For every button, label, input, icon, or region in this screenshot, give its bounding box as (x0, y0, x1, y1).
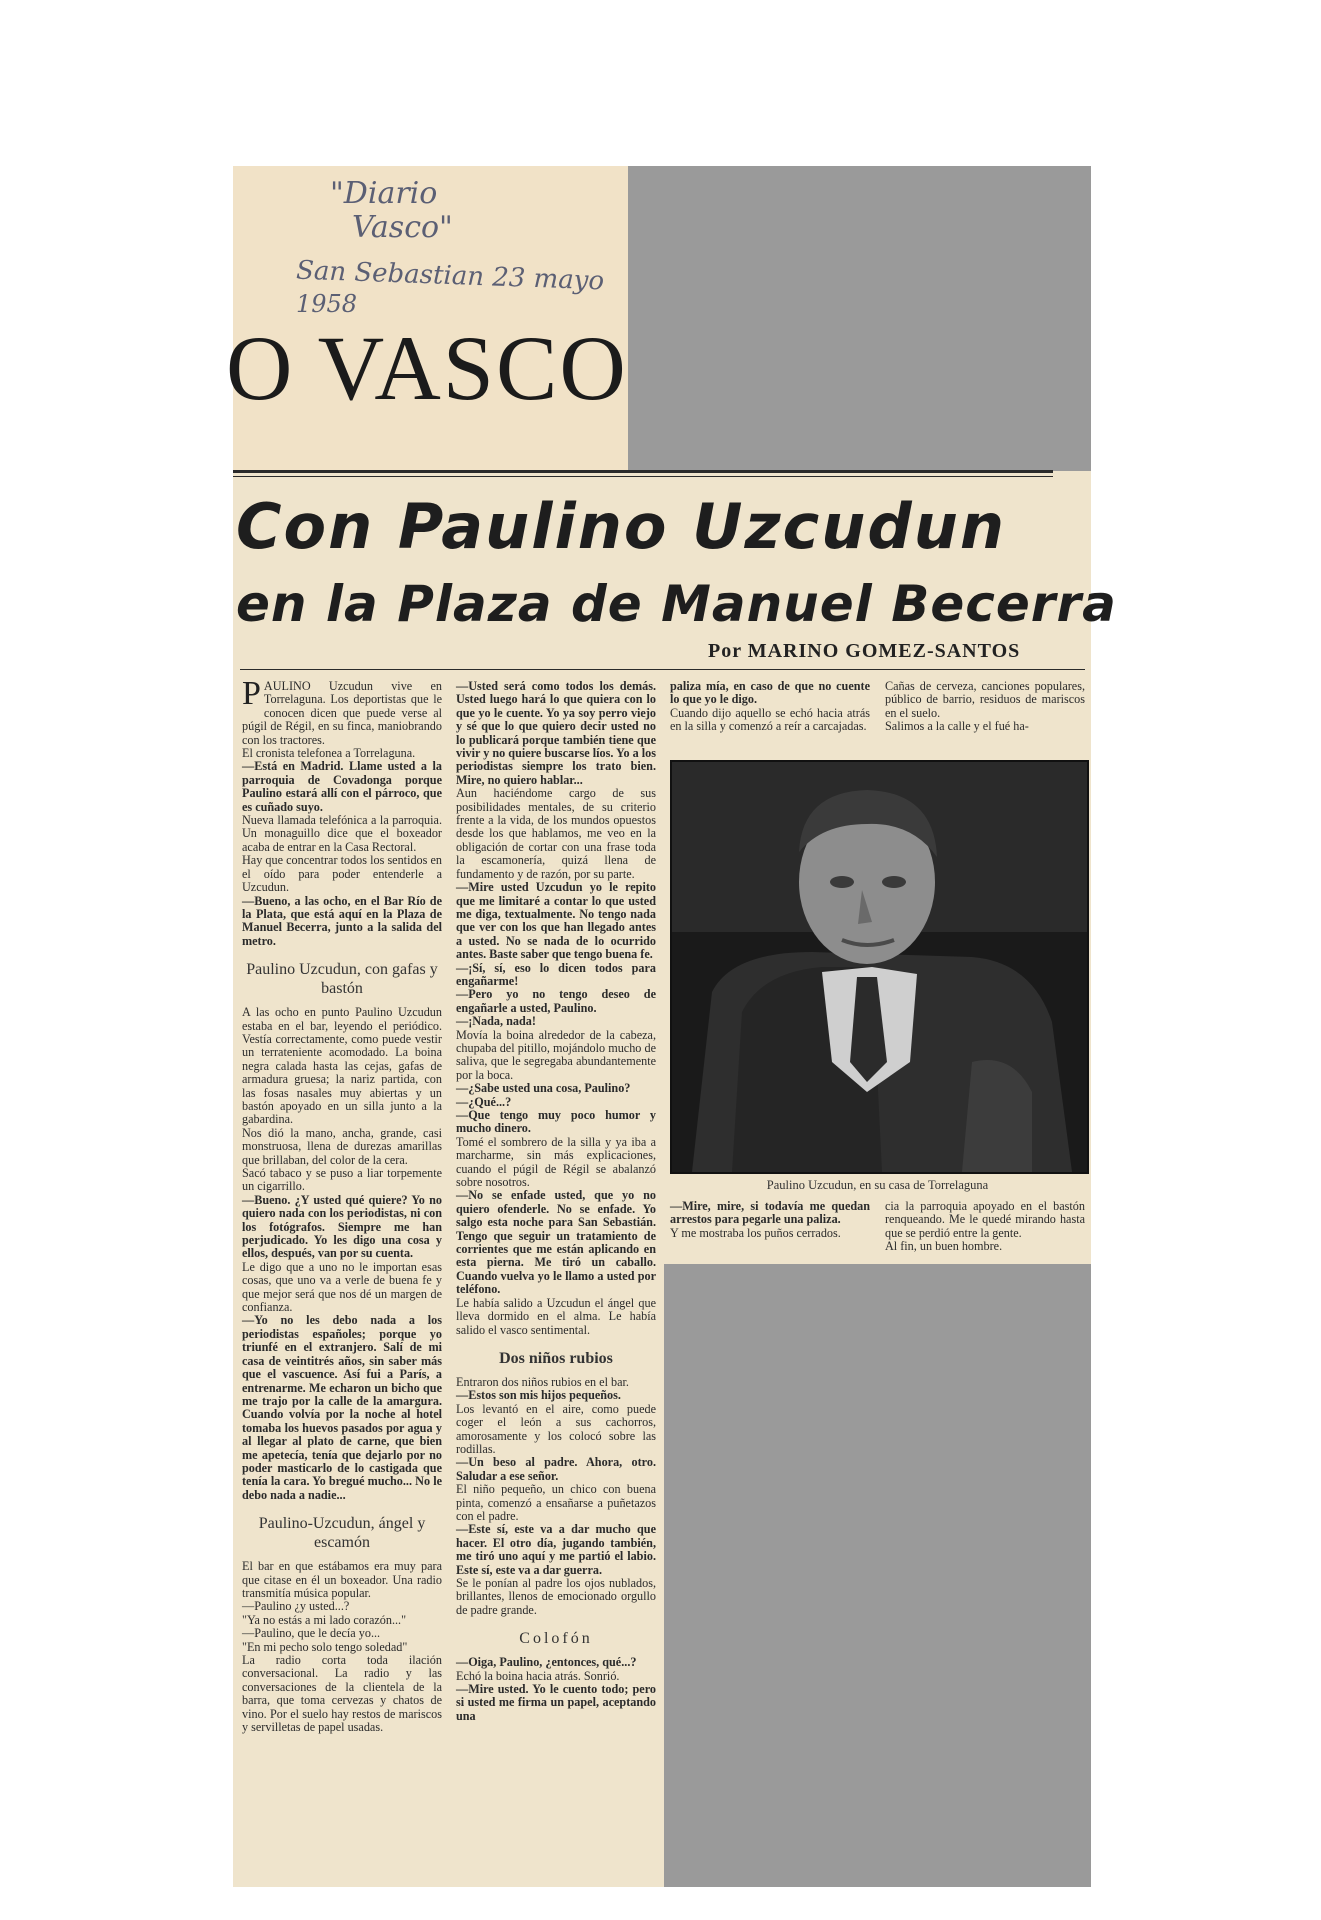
paragraph: Movía la boina alrededor de la cabeza, chupaba del pitillo, mojándolo mucho de saliva, que le segregaba abundantemente por la boca. (456, 1027, 656, 1082)
article-column-2 (456, 680, 656, 1723)
headline-line1: Con Paulino Uzcudun (236, 490, 1007, 563)
paragraph: —Mire, mire, si todavía me quedan arrestos para pegarle una paliza. (670, 1199, 870, 1227)
paragraph: —Usted será como todos los demás. Usted luego hará lo que quiera con lo que yo le cuente. Yo ya soy perro viejo y sé que lo que quiero decir usted no lo publicará porque también tiene que vivir y no quiere buscarse líos. Yo a los periodistas siempre los trato bien. Mire, no quiero hablar... (456, 679, 656, 787)
paragraph: —Paulino, que le decía yo... (242, 1626, 381, 1641)
paragraph: Nos dió la mano, ancha, grande, casi monstruosa, llena de durezas amarillas que brillaban, del color de la cera. (242, 1125, 442, 1167)
paragraph: —Que tengo muy poco humor y mucho dinero. (456, 1108, 656, 1136)
paragraph: Hay que concentrar todos los sentidos en el oído para poder entenderle a Uzcudun. (242, 853, 442, 895)
article-column-1 (242, 675, 442, 1735)
paragraph: Tomé el sombrero de la silla y ya iba a marcharme, sin más explicaciones, cuando el púgil de Régil se abalanzó sobre nosotros. (456, 1134, 656, 1190)
handwritten-note-line2: Vasco" (352, 210, 453, 245)
paragraph: Los levantó en el aire, como puede coger el león a sus cachorros, amorosamente y los colocó sobre las rodillas. (456, 1401, 656, 1456)
paragraph: A las ocho en punto Paulino Uzcudun estaba en el bar, leyendo el periódico. Vestía correctamente, como puede vestir un terrateniente acomodado. La boina negra calada hasta las cejas, gafas de armadura gruesa; la nariz partida, con las fosas nasales muy abiertas y un bastón apoyado en un silla junto a la gabardina. (242, 1005, 442, 1127)
paragraph: —Estos son mis hijos pequeños. (456, 1388, 621, 1403)
paragraph: —Bueno. ¿Y usted qué quiere? Yo no quiero nada con los periodistas, ni con los fotógrafos. Siempre me han perjudicado. Yo les digo una cosa y ellos, después, van por su cuenta. (242, 1192, 442, 1261)
paragraph: Al fin, un buen hombre. (885, 1239, 1003, 1254)
paragraph: —¡Sí, sí, eso lo dicen todos para engañarme! (456, 960, 656, 988)
paragraph: —¡Nada, nada! (456, 1014, 536, 1029)
paragraph: —Paulino ¿y usted...? (242, 1599, 350, 1614)
paragraph: Cañas de cerveza, canciones populares, público de barrio, residuos de mariscos en el suelo. (885, 679, 1085, 720)
paragraph: Cuando dijo aquello se echó hacia atrás en la silla y comenzó a reír a carcajadas. (670, 705, 870, 734)
paragraph: cia la parroquia apoyado en el bastón renqueando. Me le quedé mirando hasta que se perdió entre la gente. (885, 1199, 1085, 1240)
paragraph: Le había salido a Uzcudun el ángel que lleva dormido en el alma. Le había salido el vasco sentimental. (456, 1295, 656, 1337)
paragraph: El bar en que estábamos era muy para que citase en él un boxeador. Una radio transmitía música popular. (242, 1559, 442, 1600)
paragraph: —¿Qué...? (456, 1094, 512, 1109)
paragraph: Se le ponían al padre los ojos nublados, brillantes, llenos de emocionado orgullo de padre grande. (456, 1576, 656, 1617)
paragraph: —Mire usted Uzcudun yo le repito que me limitaré a contar lo que usted me diga, textualmente. No tengo nada que ver con los que han llegado antes a usted. No se nada de lo ocurrido antes. Baste saber que tengo buena fe. (456, 880, 656, 962)
article-column-3-bottom (670, 1200, 870, 1240)
paragraph: —No se enfade usted, que yo no quiero ofenderle. No se enfade. Yo salgo esta noche para San Sebastián. Tengo que seguir un tratamiento de corrientes que me están aplicando en esta pierna. Me tiró un caballo. Cuando vuelva yo le llamo a usted por teléfono. (456, 1188, 656, 1297)
paragraph: —Bueno, a las ocho, en el Bar Río de la Plata, que está aquí en la Plaza de Manuel Becerra, junto a la salida del metro. (242, 893, 442, 948)
handwritten-note-line3: San Sebastian 23 mayo (295, 255, 605, 297)
paragraph: Sacó tabaco y se puso a liar torpemente un cigarrillo. (242, 1166, 442, 1194)
gray-placeholder-bottom (664, 1264, 1091, 1887)
paragraph: Echó la boina hacia atrás. Sonrió. (456, 1668, 620, 1683)
subheading: Paulino Uzcudun, con gafas y bastón (246, 961, 438, 998)
paragraph: AULINO Uzcudun vive en Torrelaguna. Los deportistas que le conocen dicen que puede verse al púgil de Régil, en su finca, maniobrando con los tractores. (242, 679, 442, 747)
byline: Por MARINO GOMEZ-SANTOS (708, 640, 1021, 662)
paragraph: Aun haciéndome cargo de sus posibilidades mentales, de su criterio frente a la vida, de los mundos opuestos desde los que hablamos, me veo en la obligación de cortar con una frase toda la escamonería, quizá llena de fundamento y de razón, por su parte. (456, 786, 656, 881)
paragraph: —Este sí, este va a dar mucho que hacer. El otro día, jugando también, me tiró uno aquí y me partió el labio. Este sí, este va a dar guerra. (456, 1522, 656, 1577)
byline-rule (240, 669, 1085, 670)
subheading: Dos niños rubios (499, 1349, 613, 1367)
article-column-4-bottom (885, 1200, 1085, 1254)
paragraph: Entraron dos niños rubios en el bar. (456, 1374, 629, 1389)
paragraph: Salimos a la calle y el fué ha- (885, 719, 1029, 734)
headline-line2: en la Plaza de Manuel Becerra (236, 575, 1117, 633)
paragraph: paliza mía, en caso de que no cuente lo que yo le digo. (670, 679, 870, 707)
paragraph: —Mire usted. Yo le cuento todo; pero si usted me firma un papel, aceptando una (456, 1682, 656, 1723)
paragraph: El cronista telefonea a Torrelaguna. (242, 746, 416, 761)
subheading: Colofón (519, 1630, 593, 1648)
masthead-rule (233, 470, 1053, 473)
photo-caption: Paulino Uzcudun, en su casa de Torrelaguna (766, 1178, 989, 1192)
paragraph: "Ya no estás a mi lado corazón..." (242, 1612, 407, 1627)
paragraph: —Yo no les debo nada a los periodistas españoles; porque yo triunfé en el extranjero. Salí de mi casa de veintitrés años, sin saber más que el vascuence. Así fui a París, a entrenarme. Me echaron un bicho que me trajo por la calle de la amargura. Cuando volvía por la noche al hotel tomaba los huevos pasados por agua y al llegar al plato de carne, que bien me apetecía, tenía que dejarlo por no poder masticarlo de lo castigada que tenía la cara. Yo bregué mucho... No le debo nada a nadie... (242, 1313, 442, 1502)
paragraph: —Un beso al padre. Ahora, otro. Saludar a ese señor. (456, 1455, 656, 1483)
article-column-3-top (670, 680, 870, 734)
paragraph: La radio corta toda ilación conversacional. La radio y las conversaciones de la clientela de la barra, que toma cervezas y chatos de vino. Por el suelo hay restos de mariscos y servilletas de papel usadas. (242, 1653, 442, 1735)
paragraph: "En mi pecho solo tengo soledad" (242, 1639, 408, 1654)
handwritten-note-line4: 1958 (296, 290, 358, 318)
newspaper-masthead: O VASCO (226, 317, 628, 419)
paragraph: Nueva llamada telefónica a la parroquia. Un monaguillo dice que el boxeador acaba de entrar en la Casa Rectoral. (242, 813, 442, 854)
article-column-4-top (885, 680, 1085, 734)
portrait-illustration (672, 762, 1087, 1172)
paragraph: —¿Sabe usted una cosa, Paulino? (456, 1081, 631, 1096)
drop-cap: P (242, 675, 261, 712)
paragraph: —Está en Madrid. Llame usted a la parroquia de Covadonga porque Paulino estará allí con el párroco, que es cuñado suyo. (242, 759, 442, 814)
paragraph: El niño pequeño, un chico con buena pinta, comenzó a ensañarse a puñetazos con el padre. (456, 1482, 656, 1523)
handwritten-note-line1: "Diario (330, 176, 438, 211)
subheading: Paulino-Uzcudun, ángel y escamón (258, 1515, 426, 1552)
paragraph: Le digo que a uno no le importan esas cosas, que uno va a verle de buena fe y que mejor será que nos dé un margen de confianza. (242, 1259, 442, 1315)
paragraph: —Pero yo no tengo deseo de engañarle a usted, Paulino. (456, 987, 656, 1015)
paragraph: Y me mostraba los puños cerrados. (670, 1225, 841, 1240)
gray-placeholder-top (628, 166, 1091, 471)
paragraph: —Oiga, Paulino, ¿entonces, qué...? (456, 1655, 637, 1670)
portrait-photo (670, 760, 1089, 1174)
masthead-rule-thin (233, 476, 1053, 477)
